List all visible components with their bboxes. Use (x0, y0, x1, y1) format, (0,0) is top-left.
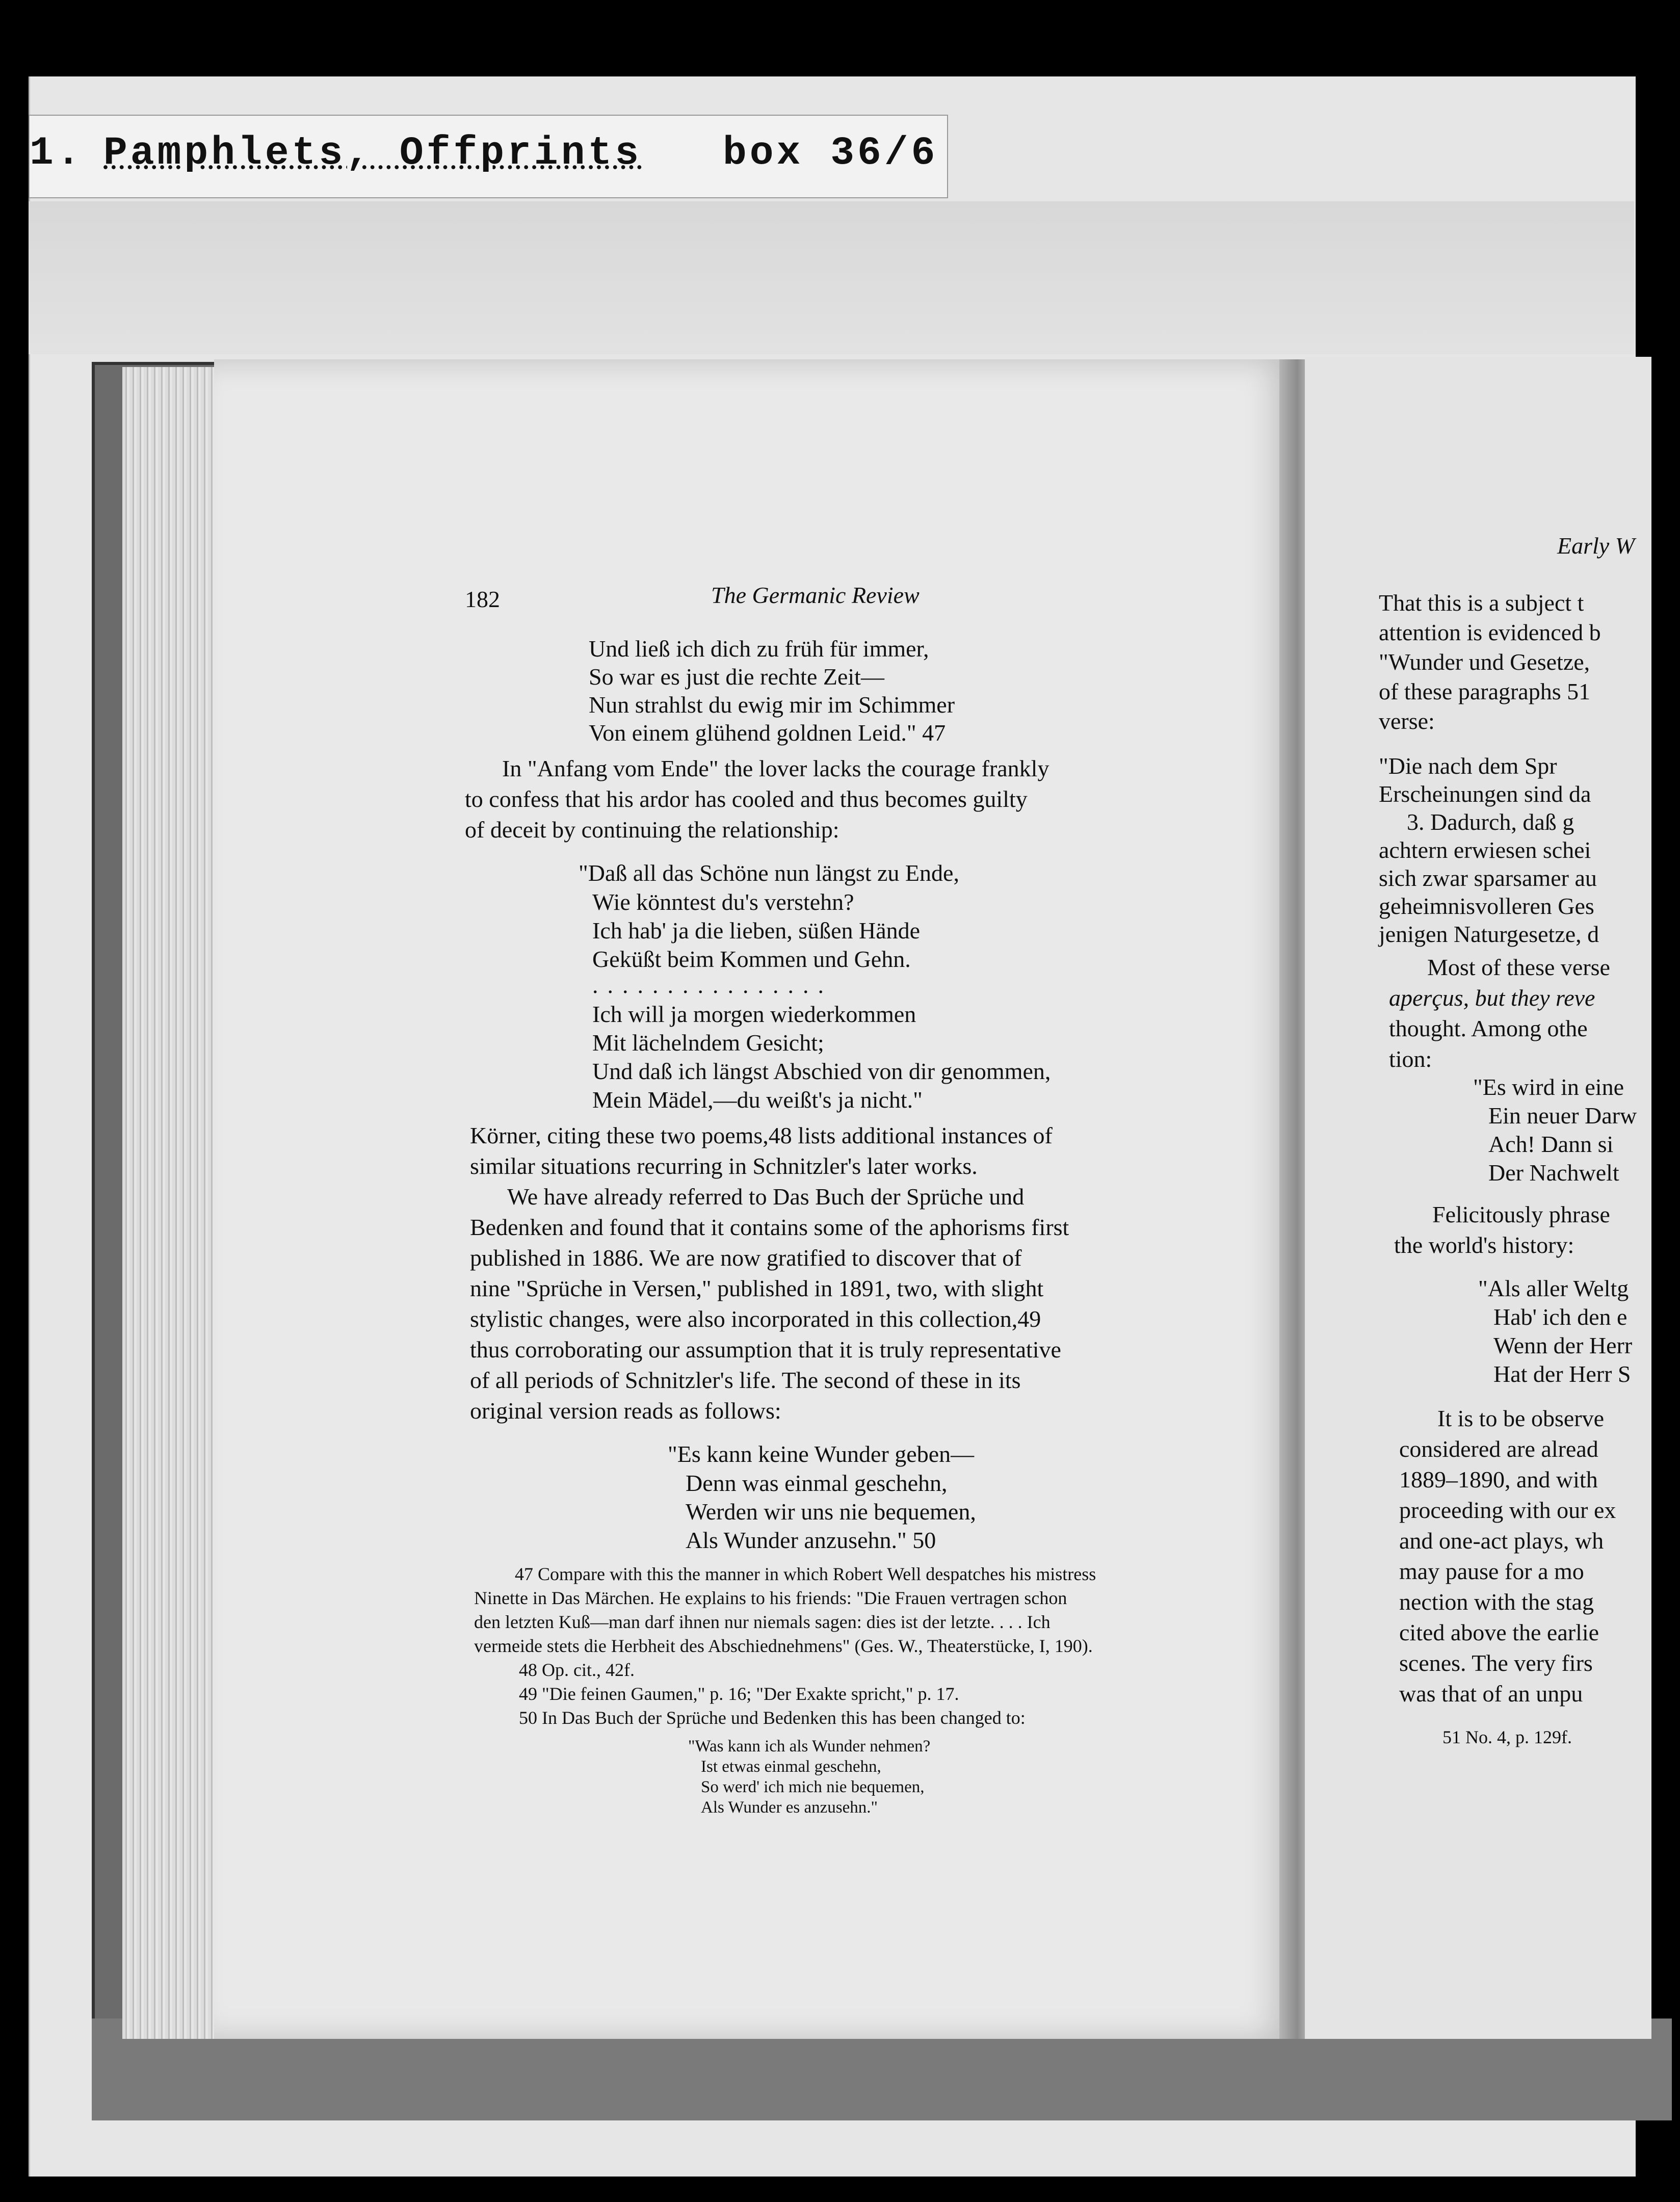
text-line: "Wunder und Gesetze, (1379, 649, 1590, 675)
footnote-line: vermeide stets die Herbheit des Abschiednehmens" (Ges. W., Theaterstücke, I, 190). (474, 1636, 1093, 1656)
text-line: of deceit by continuing the relationship: (465, 817, 839, 843)
text-line: 3. Dadurch, daß g (1407, 809, 1574, 835)
ellipsis-line: ................ (592, 972, 833, 998)
text-line: similar situations recurring in Schnitzler's later works. (470, 1153, 978, 1179)
text-line: of these paragraphs 51 (1379, 678, 1591, 704)
archive-label (29, 115, 948, 198)
text-line: Mein Mädel,—du weißt's ja nicht." (592, 1087, 923, 1113)
text-line: aperçus, but they reve (1389, 985, 1595, 1011)
text-line: considered are alread (1399, 1436, 1598, 1462)
text-line: Denn was einmal geschehn, (686, 1470, 948, 1496)
text-line: "Daß all das Schöne nun längst zu Ende, (579, 860, 959, 886)
right-page (1305, 357, 1651, 2039)
text-line: scenes. The very firs (1399, 1650, 1593, 1676)
text-line: achtern erwiesen schei (1379, 837, 1591, 863)
footnote-verse-line: Ist etwas einmal geschehn, (701, 1758, 881, 1776)
text-line: Ich will ja morgen wiederkommen (592, 1001, 916, 1027)
footnote-line: 50 In Das Buch der Sprüche und Bedenken this has been changed to: (519, 1708, 1026, 1728)
text-line: was that of an unpu (1399, 1681, 1583, 1707)
text-line: Felicitously phrase (1432, 1201, 1610, 1227)
text-line: "Als aller Weltg (1478, 1275, 1629, 1301)
text-line: Wie könntest du's verstehn? (592, 889, 854, 915)
archive-number: 1. (30, 131, 84, 176)
footnote-verse-line: Als Wunder es anzusehn." (701, 1798, 878, 1817)
text-line: Bedenken and found that it contains some of the aphorisms first (470, 1214, 1069, 1240)
text-line: In "Anfang vom Ende" the lover lacks the courage frankly (502, 755, 1049, 781)
text-line: jenigen Naturgesetze, d (1379, 921, 1599, 947)
text-line: may pause for a mo (1399, 1558, 1584, 1584)
text-line: stylistic changes, were also incorporated in this collection,49 (470, 1306, 1041, 1332)
text-line: Erscheinungen sind da (1379, 781, 1591, 807)
text-line: Von einem glühend goldnen Leid." 47 (589, 720, 946, 746)
text-line: published in 1886. We are now gratified to discover that of (470, 1245, 1022, 1271)
text-line: We have already referred to Das Buch der Sprüche und (507, 1184, 1025, 1210)
text-line: Der Nachwelt (1488, 1160, 1619, 1186)
footnote-line: 49 "Die feinen Gaumen," p. 16; "Der Exakte spricht," p. 17. (519, 1684, 959, 1704)
text-line: the world's history: (1394, 1232, 1574, 1258)
footnote-line: 48 Op. cit., 42f. (519, 1660, 635, 1680)
text-line: proceeding with our ex (1399, 1497, 1616, 1523)
text-line: sich zwar sparsamer au (1379, 865, 1597, 891)
archive-title: Pamphlets, Offprints (103, 131, 642, 176)
left-page (214, 359, 1295, 2039)
text-line: Hab' ich den e (1493, 1304, 1628, 1330)
text-line: to confess that his ardor has cooled and thus becomes guilty (465, 786, 1028, 812)
footnote-line: den letzten Kuß—man darf ihnen nur niemals sagen: dies ist der letzte. . . . Ich (474, 1612, 1051, 1632)
page-edges (122, 367, 219, 2039)
footnote-verse-line: "Was kann ich als Wunder nehmen? (688, 1737, 931, 1755)
text-line: 1889–1890, and with (1399, 1466, 1598, 1492)
text-line: Werden wir uns nie bequemen, (686, 1499, 976, 1525)
text-line: That this is a subject t (1379, 590, 1584, 616)
text-line: original version reads as follows: (470, 1398, 781, 1424)
text-line: "Es wird in eine (1473, 1074, 1624, 1100)
text-line: Körner, citing these two poems,48 lists additional instances of (470, 1122, 1053, 1148)
text-line: Most of these verse (1427, 954, 1610, 980)
text-line: Nun strahlst du ewig mir im Schimmer (589, 692, 955, 718)
footnote-line: 51 No. 4, p. 129f. (1442, 1727, 1572, 1747)
text-line: Mit lächelndem Gesicht; (592, 1030, 824, 1056)
page-number: 182 (465, 586, 500, 612)
text-line: and one-act plays, wh (1399, 1528, 1604, 1554)
text-line: geheimnisvolleren Ges (1379, 893, 1594, 919)
text-line: thus corroborating our assumption that it is truly representative (470, 1336, 1061, 1362)
text-line: cited above the earlie (1399, 1619, 1599, 1645)
text-line: It is to be observe (1437, 1405, 1605, 1431)
footnote-verse-line: So werd' ich mich nie bequemen, (701, 1778, 925, 1796)
text-line: thought. Among othe (1389, 1015, 1588, 1041)
text-line: Als Wunder anzusehn." 50 (686, 1527, 936, 1553)
text-line: Und daß ich längst Abschied von dir genommen, (592, 1058, 1051, 1084)
archive-box: box 36/6 (723, 131, 938, 176)
text-line: Wenn der Herr (1493, 1332, 1633, 1358)
text-line: nine "Sprüche in Versen," published in 1891, two, with slight (470, 1275, 1044, 1301)
text-line: Hat der Herr S (1493, 1361, 1631, 1387)
folder-background (29, 201, 1634, 354)
text-line: Und ließ ich dich zu früh für immer, (589, 636, 929, 662)
text-line: Ein neuer Darw (1488, 1103, 1637, 1129)
text-line: "Die nach dem Spr (1379, 753, 1557, 779)
footnote-line: Ninette in Das Märchen. He explains to his friends: "Die Frauen vertragen schon (474, 1588, 1067, 1608)
footnote-line: 47 Compare with this the manner in which Robert Well despatches his mistress (515, 1564, 1096, 1584)
text-line: Ich hab' ja die lieben, süßen Hände (592, 917, 921, 943)
text-line: of all periods of Schnitzler's life. The second of these in its (470, 1367, 1021, 1393)
text-line: tion: (1389, 1046, 1432, 1072)
text-line: attention is evidenced b (1379, 619, 1601, 645)
text-line: "Es kann keine Wunder geben— (668, 1441, 975, 1467)
text-line: nection with the stag (1399, 1589, 1594, 1615)
text-line: Geküßt beim Kommen und Gehn. (592, 946, 911, 972)
running-head: The Germanic Review (711, 582, 920, 608)
text-line: verse: (1379, 708, 1435, 734)
text-line: So war es just die rechte Zeit— (589, 664, 884, 690)
text-line: Ach! Dann si (1488, 1131, 1614, 1157)
running-head: Early W (1557, 533, 1635, 559)
